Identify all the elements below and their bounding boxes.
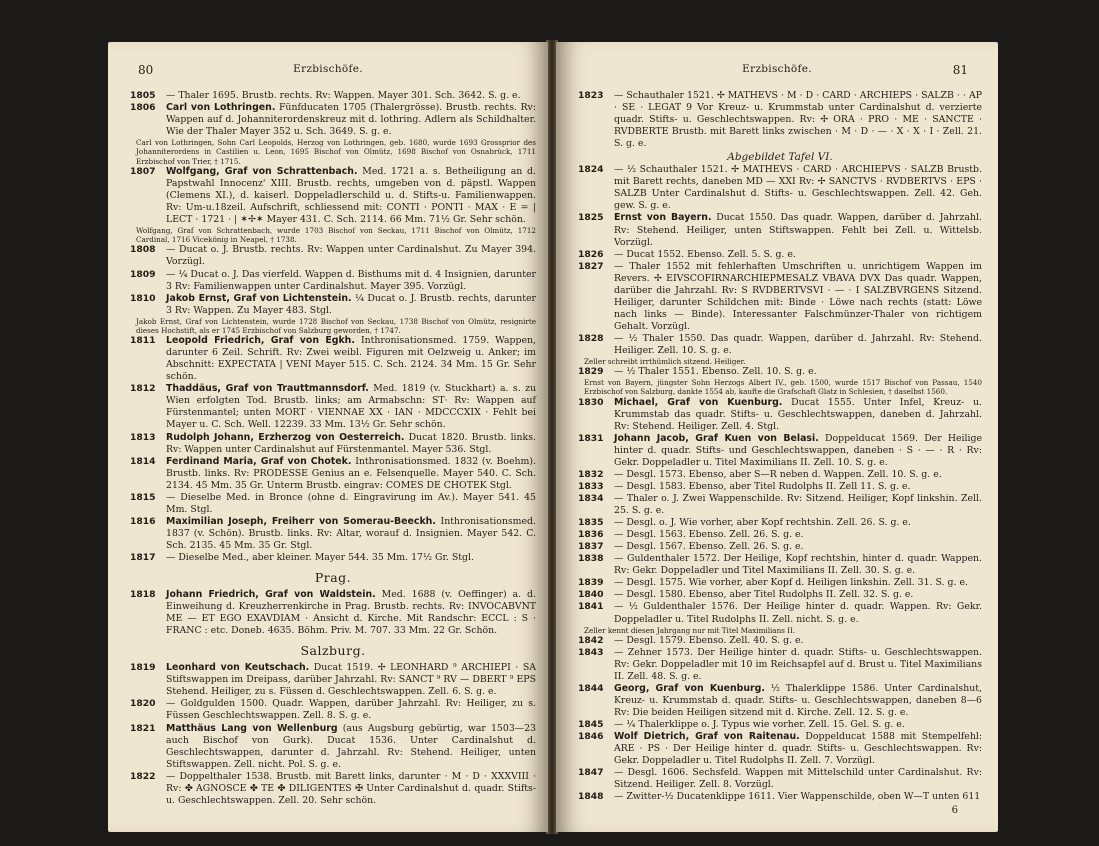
left-running-title: Erzbischöfe.	[293, 63, 363, 75]
entry-number: 1805	[130, 90, 156, 101]
entry-description: Med. 1688 (v. Oeffinger) a. d. Einweihung d. Kreuzherrenkirche in Prag. Brustb. rechts. Rv: INVOCABVNT ME — ET EGO EXAVDIAM · Ansicht d. Kirche. Mit Randschr: ECCL : S · FRANC : etc. Doneb. 4635. Böhm. Priv. M. 707. 33 Mm. 22 Gr. Schön.	[166, 589, 536, 637]
biographical-note: Ernst von Bayern, jüngster Sohn Herzogs Albert IV., geb. 1500, wurde 1517 Bischof von Passau, 1540 Erzbischof von Salzburg, dankte 1554 ab, kaufte die Grafschaft Glatz in Schlesien, † daselbst 1560.	[584, 378, 982, 397]
entry-person: Ferdinand Maria, Graf von Chotek.	[166, 455, 352, 467]
catalogue-entry	[578, 683, 982, 719]
catalogue-entry	[578, 164, 982, 212]
entry-description: — Schauthaler 1521. ✢ MATHEVS · M · D · CARD · ARCHIEPS · SALZB · · AP · SE · LEGAT 9 Vor Kreuz- u. Krummstab unter Cardinalshut d. verzierte quadr. Stifts- u. Geschlechtswappen. Rv: ✢ ORA · PRO · ME · SANCTE · RVDBERTE Brustb. mit Barett links zwischen · M · D · — · X · X · I · Zell. 21. S. g. e.	[614, 90, 982, 150]
catalogue-entry	[578, 719, 982, 731]
entry-description: — Desgl. 1583. Ebenso, aber Titel Rudolphs II. Zell 11. S. g. e.	[614, 481, 911, 493]
entry-description: — Goldgulden 1500. Quadr. Wappen, darüber Jahrzahl. Rv: Heiliger, zu s. Füssen Geschlechtswappen. Zell. 8. S. g. e.	[166, 698, 536, 722]
entry-description: — Desgl. 1575. Wie vorher, aber Kopf d. Heiligen linkshin. Zell. 31. S. g. e.	[614, 577, 968, 589]
entry-description: — ½ Guldenthaler 1576. Der Heilige hinter d. quadr. Wappen. Rv: Gekr. Doppeladler u. Titel Rudolphs II. Zell. nicht. S. g. e.	[614, 601, 982, 625]
entry-number: 1807	[130, 165, 156, 177]
entry-description: — Thaler 1552 mit fehlerhaften Umschriften u. unrichtigem Wappen im Revers. ✢ EIVSCOFIRNARCHIEPMESALZ VBAVA DVX Das quadr. Wappen, darüber die Jahrzahl. Rv: S RVDBERTVSVI · — · I SALZBVRGENS Sitzend. Heiliger, darunter Schildchen mit: Binde · Löwe nach rechts (statt: Löwe nach links — Binde). Interessanter Falschmünzer-Thaler von richtigem Gehalt. Vorzügl.	[614, 260, 982, 332]
entry-number: 1809	[130, 268, 156, 280]
entry-description: Ducat 1519. ✢ LEONHARD ⁹ ARCHIEPI · SA Stiftswappen im Dreipass, darüber Jahrzahl. Rv: SANCT ⁹ RV — DBERT ⁹ EPS Stehend. Heiliger, zu s. Füssen d. Geschlechtswappen. Zell. 6. S. g. e.	[166, 662, 536, 698]
entry-number: 1814	[130, 455, 156, 467]
entry-description: — Desgl. o. J. Wie vorher, aber Kopf rechtshin. Zell. 26. S. g. e.	[614, 517, 911, 529]
entry-number: 1815	[130, 491, 156, 503]
catalogue-entry	[578, 481, 982, 493]
entry-description: Doppelducat 1588 mit Stempelfehl: ARE · PS · Der Heilige hinter d. quadr. Stifts- u. Geschlechtswappen. Rv: Gekr. Doppeladler u. Titel Rudolphs II. Zell. 7. Vorzügl.	[614, 731, 982, 767]
entry-description: Ducat 1820. Brustb. links. Rv: Wappen unter Cardinalshut auf Fürstenmantel. Mayer 536. Stgl.	[166, 431, 536, 455]
entry-person: Ernst von Bayern.	[614, 212, 712, 224]
catalogue-entry	[578, 493, 982, 517]
catalogue-entry	[130, 335, 536, 383]
entry-person: Johann Jacob, Graf Kuen von Belasi.	[614, 432, 819, 444]
catalogue-entry	[130, 771, 536, 807]
entry-description: Inthronisationsmed. 1832 (v. Boehm). Brustb. links. Rv: PRODESSE Genius an e. Felsenquelle. Mayer 540. C. Sch. 2134. 45 Mm. 35 Gr. Unterm Brustb. eingrav: COMES DE CHOTEK Stgl.	[166, 455, 536, 491]
biographical-note: Zeller kennt diesen Jahrgang nur mit Titel Maximilians II.	[584, 625, 796, 635]
entry-number: 1841	[578, 601, 604, 613]
entry-number: 1844	[578, 682, 604, 694]
entry-person: Leopold Friedrich, Graf von Egkh.	[166, 335, 355, 347]
entry-description: — Guldenthaler 1572. Der Heilige, Kopf rechtshin, hinter d. quadr. Wappen. Rv: Gekr. Doppeladler und Titel Maximilians II. Zell. 30. S. g. e.	[614, 553, 982, 577]
entry-number: 1811	[130, 335, 156, 347]
entry-description: — Doppelthaler 1538. Brustb. mit Barett links, darunter · M · D · XXXVIII · Rv: ✤ AGNOSCE ✤ TE ✤ DILIGENTES ✠ Unter Cardinalshut d. quadr. Stifts-u. Geschlechtswappen. Zell. 20. Sehr schön.	[166, 770, 536, 806]
entry-number: 1827	[578, 260, 604, 272]
entry-number: 1828	[578, 332, 604, 344]
catalogue-entry	[130, 244, 536, 268]
entry-person: Maximilian Joseph, Freiherr von Somerau-Beeckh.	[166, 515, 436, 527]
entry-description: — Desgl. 1580. Ebenso, aber Titel Rudolphs II. Zell. 32. S. g. e.	[614, 589, 914, 601]
entry-number: 1829	[578, 366, 604, 378]
catalogue-entry	[578, 731, 982, 767]
catalogue-entry	[578, 90, 982, 150]
catalogue-entry	[130, 589, 536, 637]
entry-number: 1825	[578, 212, 604, 224]
entry-description: — Ducat 1552. Ebenso. Zell. 5. S. g. e.	[614, 248, 796, 260]
catalogue-entry	[130, 662, 536, 698]
entry-description: — Thaler 1695. Brustb. rechts. Rv: Wappen. Mayer 301. Sch. 3642. S. g. e.	[166, 90, 521, 101]
entry-description: — Ducat o. J. Brustb. rechts. Rv: Wappen unter Cardinalshut. Zu Mayer 394. Vorzügl.	[166, 244, 536, 268]
catalogue-entry	[578, 212, 982, 248]
entry-number: 1830	[578, 396, 604, 408]
catalogue-entry	[578, 397, 982, 433]
entry-number: 1838	[578, 553, 604, 565]
catalogue-entry	[130, 552, 536, 564]
plate-reference: Abgebildet Tafel VI.	[727, 151, 833, 164]
entry-number: 1822	[130, 770, 156, 782]
right-running-title: Erzbischöfe.	[742, 63, 812, 75]
entry-person: Carl von Lothringen.	[166, 102, 276, 114]
entry-person: Matthäus Lang von Wellenburg	[166, 722, 338, 734]
entry-description: — Thaler o. J. Zwei Wappenschilde. Rv: Sitzend. Heiliger, Kopf linkshin. Zell. 25. S. g. e.	[614, 493, 982, 517]
entry-description: Med. 1819 (v. Stuckhart) a. s. zu Wien erfolgten Tod. Brustb. links; am Armabschn: ST· Rv: Wappen auf Fürstenmantel; unten MORT · VIENNAE XX · IAN · MDCCCXIX · Fehlt bei Mayer u. C. Sch. Well. 12239. 33 Mm. 13½ Gr. Sehr schön.	[166, 383, 537, 431]
catalogue-entry	[578, 529, 982, 541]
catalogue-entry	[578, 767, 982, 791]
entry-number: 1846	[578, 731, 604, 743]
catalogue-entry	[578, 469, 982, 481]
entry-number: 1820	[130, 698, 156, 710]
entry-number: 1821	[130, 722, 156, 734]
entry-person: Rudolph Johann, Erzherzog von Oesterreich.	[166, 431, 405, 443]
entry-number: 1826	[578, 248, 604, 260]
entry-description: — Dieselbe Med. in Bronce (ohne d. Eingravirung im Av.). Mayer 541. 45 Mm. Stgl.	[166, 491, 536, 515]
catalogue-entry	[578, 553, 982, 577]
entry-number: 1833	[578, 481, 604, 493]
entry-number: 1816	[130, 515, 156, 527]
entry-description: — Zehner 1573. Der Heilige hinter d. quadr. Stifts- u. Geschlechtswappen. Rv: Gekr. Doppeladler mit 10 im Reichsapfel auf d. Brust u. Titel Maximilians II. Zell. 48. S. g. e.	[614, 646, 982, 682]
biographical-note: Carl von Lothringen, Sohn Carl Leopolds, Herzog von Lothringen, geb. 1680, wurde 1693 Grossprior des Johanniterordens in Castilien u. Leon, 1695 Bischof von Olmütz, 1698 Bischof von Osnabrück, 1711 Erzbischof von Trier, † 1715.	[136, 138, 536, 166]
catalogue-entry	[578, 249, 982, 261]
catalogue-entry	[578, 589, 982, 601]
entry-description: Ducat 1536. Unter Cardinalshut d. Geschlechtswappen, darunter d. Jahrzahl. Rv: Stehend. Heiliger, unten Stiftswappen. Zell. nicht. Pol. S. g. e.	[166, 734, 536, 770]
entry-description: Inthronisationsmed. 1759. Wappen, darunter 6 Zeil. Schrift. Rv: Zwei weibl. Figuren mit Oelzweig u. Anker; im Abschnitt: EXPECTATA | VENI Mayer 515. C. Sch. 2124. 34 Mm. 15 Gr. Sehr schön.	[166, 335, 537, 383]
entry-number: 1806	[130, 102, 156, 114]
entry-description: Doppelducat 1569. Der Heilige hinter d. quadr. Stifts- und Geschlechtswappen, daneben · S · — · R · Rv: Gekr. Doppeladler u. Titel Maximilians II. Zell. 10. S. g. e.	[614, 432, 982, 468]
catalogue-entry	[578, 261, 982, 333]
catalogue-entry	[130, 698, 536, 722]
entry-number: 1823	[578, 90, 604, 101]
entry-description: — Dieselbe Med., aber kleiner. Mayer 544. 35 Mm. 17½ Gr. Stgl.	[166, 551, 474, 563]
entry-person: Leonhard von Keutschach.	[166, 662, 310, 674]
entry-description: ¼ Ducat o. J. Brustb. rechts, darunter 3 Rv: Wappen. Zu Mayer 483. Stgl.	[166, 292, 536, 316]
entry-number: 1847	[578, 767, 604, 779]
biographical-note: Wolfgang, Graf von Schrattenbach, wurde 1703 Bischof von Seckau, 1711 Bischof von Olmütz, 1712 Cardinal, 1716 Vicekönig in Neapel, † 1738.	[136, 226, 536, 245]
entry-number: 1817	[130, 551, 156, 563]
catalogue-entry	[130, 456, 536, 492]
entry-number: 1824	[578, 164, 604, 176]
entry-number: 1845	[578, 719, 604, 731]
entry-number: 1831	[578, 432, 604, 444]
biographical-note: Zeller schreibt irrthümlich sitzend. Heiliger.	[584, 357, 746, 367]
entry-person-note: (aus Augsburg gebürtig, war 1503—23 auch Bischof von Gurk).	[166, 722, 536, 746]
entry-number: 1836	[578, 529, 604, 541]
entry-description: Inthronisationsmed. 1837 (v. Schön). Brustb. links. Rv: Altar, worauf d. Insignien. Mayer 542. C. Sch. 2135. 45 Mm. 35 Gr. Stgl.	[166, 515, 536, 551]
right-page-body	[578, 90, 982, 803]
entry-description: — ½ Schauthaler 1521. ✢ MATHEVS · CARD · ARCHIEPVS · SALZB Brustb. mit Barett rechts, daneben MD — XXI Rv: ✢ SANCTVS · RVDBERTVS · EPS · SALZB Unter Cardinalshut d. Stifts- u. Geschlechtswappen. Zell. 42. Geh. gew. S. g. e.	[614, 164, 982, 212]
catalogue-entry	[130, 383, 536, 431]
entry-number: 1848	[578, 791, 604, 803]
section-heading: Prag.	[314, 570, 352, 586]
catalogue-entry	[130, 492, 536, 516]
catalogue-entry	[578, 433, 982, 469]
entry-number: 1837	[578, 541, 604, 553]
left-page-number: 80	[138, 63, 154, 77]
catalogue-entry	[130, 293, 536, 317]
entry-description: Med. 1721 a. s. Betheiligung an d. Papstwahl Innocenz' XIII. Brustb. rechts, umgeben von d. päpstl. Wappen (Clemens XI.), d. kaiserl. Doppeladlerschild u. d. Stifts-u. Familienwappen. Rv: Um-u.18zeil. Aufschrift, schliessend mit: CONTI · PONTI · MAX · E = | LECT · 1721 · | ✶✢✶ Mayer 431. C. Sch. 2114. 66 Mm. 71½ Gr. Sehr schön.	[166, 165, 536, 225]
entry-number: 1810	[130, 292, 156, 304]
entry-person: Thaddäus, Graf von Trauttmannsdorf.	[166, 383, 369, 395]
left-page-body	[130, 90, 536, 807]
entry-number: 1832	[578, 468, 604, 480]
entry-number: 1839	[578, 577, 604, 589]
catalogue-entry	[578, 366, 982, 378]
catalogue-entry	[130, 723, 536, 771]
entry-number: 1834	[578, 493, 604, 505]
catalogue-entry	[578, 577, 982, 589]
entry-number: 1835	[578, 517, 604, 529]
entry-description: — Desgl. 1567. Ebenso. Zell. 26. S. g. e.	[614, 541, 804, 553]
entry-description: — ½ Thaler 1550. Das quadr. Wappen, darüber d. Jahrzahl. Rv: Stehend. Heiliger. Zell. 10. S. g. e.	[614, 332, 982, 356]
catalogue-entry	[130, 102, 536, 138]
entry-number: 1808	[130, 244, 156, 256]
catalogue-entry	[578, 647, 982, 683]
section-heading: Salzburg.	[300, 643, 366, 659]
entry-description: Fünfducaten 1705 (Thalergrösse). Brustb. rechts. Rv: Wappen auf d. Johanniterordenskreuz mit d. lothring. Adlern als Schildhalter. Wie der Thaler Mayer 352 u. Sch. 3649. S. g. e.	[166, 102, 536, 138]
catalogue-entry	[578, 333, 982, 357]
entry-description: ½ Thalerklippe 1586. Unter Cardinalshut, Kreuz- u. Krummstab d. quadr. Stifts- u. Geschlechtswappen, daneben 8—6 Rv: Die beiden Heiligen sitzend mit d. Kirche. Zell. 12. S. g. e.	[614, 682, 982, 719]
entry-number: 1843	[578, 646, 604, 658]
entry-number: 1819	[130, 662, 156, 674]
catalogue-entry	[578, 635, 982, 647]
entry-description: Ducat 1555. Unter Infel, Kreuz- u. Krummstab das quadr. Stifts- u. Geschlechtswappen, daneben d. Jahrzahl. Rv: Stehend. Heiliger. Zell. 4. Stgl.	[614, 396, 982, 432]
entry-number: 1840	[578, 589, 604, 601]
catalogue-entry	[130, 269, 536, 293]
right-page-number: 81	[952, 63, 968, 77]
entry-person: Wolfgang, Graf von Schrattenbach.	[166, 165, 358, 177]
left-page	[108, 42, 548, 832]
entry-description: Ducat 1550. Das quadr. Wappen, darüber d. Jahrzahl. Rv: Stehend. Heiliger, unten Stiftswappen. Fehlt bei Zell. u. Wittelsb. Vorzügl.	[614, 212, 982, 248]
entry-description: — ½ Thaler 1551. Ebenso. Zell. 10. S. g. e.	[614, 366, 817, 378]
catalogue-entry	[130, 516, 536, 552]
catalogue-entry	[130, 432, 536, 456]
entry-description: — ¼ Thalerklippe o. J. Typus wie vorher. Zell. 15. Gel. S. g. e.	[614, 719, 905, 731]
entry-person: Johann Friedrich, Graf von Waldstein.	[166, 589, 376, 601]
signature-mark: 6	[951, 805, 958, 816]
entry-description: — Zwitter-½ Ducatenklippe 1611. Vier Wappenschilde, oben W—T unten 611	[614, 791, 981, 803]
entry-number: 1818	[130, 589, 156, 601]
catalogue-entry	[578, 541, 982, 553]
entry-description: — Desgl. 1579. Ebenso. Zell. 40. S. g. e.	[614, 634, 804, 646]
entry-description: — Desgl. 1563. Ebenso. Zell. 26. S. g. e.	[614, 529, 804, 541]
entry-description: — Desgl. 1606. Sechsfeld. Wappen mit Mittelschild unter Cardinalshut. Rv: Sitzend. Heiliger. Zell. 8. Vorzügl.	[614, 767, 982, 791]
entry-person: Jakob Ernst, Graf von Lichtenstein.	[166, 292, 352, 304]
catalogue-entry	[130, 90, 536, 102]
entry-person: Georg, Graf von Kuenburg.	[614, 682, 765, 694]
entry-number: 1842	[578, 634, 604, 646]
catalogue-entry	[578, 791, 982, 803]
entry-description: — Desgl. 1573. Ebenso, aber S—R neben d. Wappen. Zell. 10. S. g. e.	[614, 468, 942, 480]
entry-number: 1813	[130, 431, 156, 443]
entry-description: — ¼ Ducat o. J. Das vierfeld. Wappen d. Bisthums mit d. 4 Insignien, darunter 3 Rv: Familienwappen unter Cardinalshut. Mayer 395. Vorzügl.	[166, 268, 536, 292]
right-page	[556, 42, 998, 832]
biographical-note: Jakob Ernst, Graf von Lichtenstein, wurde 1728 Bischof von Seckau, 1738 Bischof von Olmütz, resignirte dieses Hochstift, als er 1745 Erzbischof von Salzburg geworden, † 1747.	[136, 316, 536, 335]
entry-number: 1812	[130, 383, 156, 395]
entry-person: Wolf Dietrich, Graf von Raitenau.	[614, 731, 800, 743]
catalogue-entry	[130, 166, 536, 226]
catalogue-entry	[578, 601, 982, 625]
entry-person: Michael, Graf von Kuenburg.	[614, 396, 783, 408]
catalogue-entry	[578, 517, 982, 529]
